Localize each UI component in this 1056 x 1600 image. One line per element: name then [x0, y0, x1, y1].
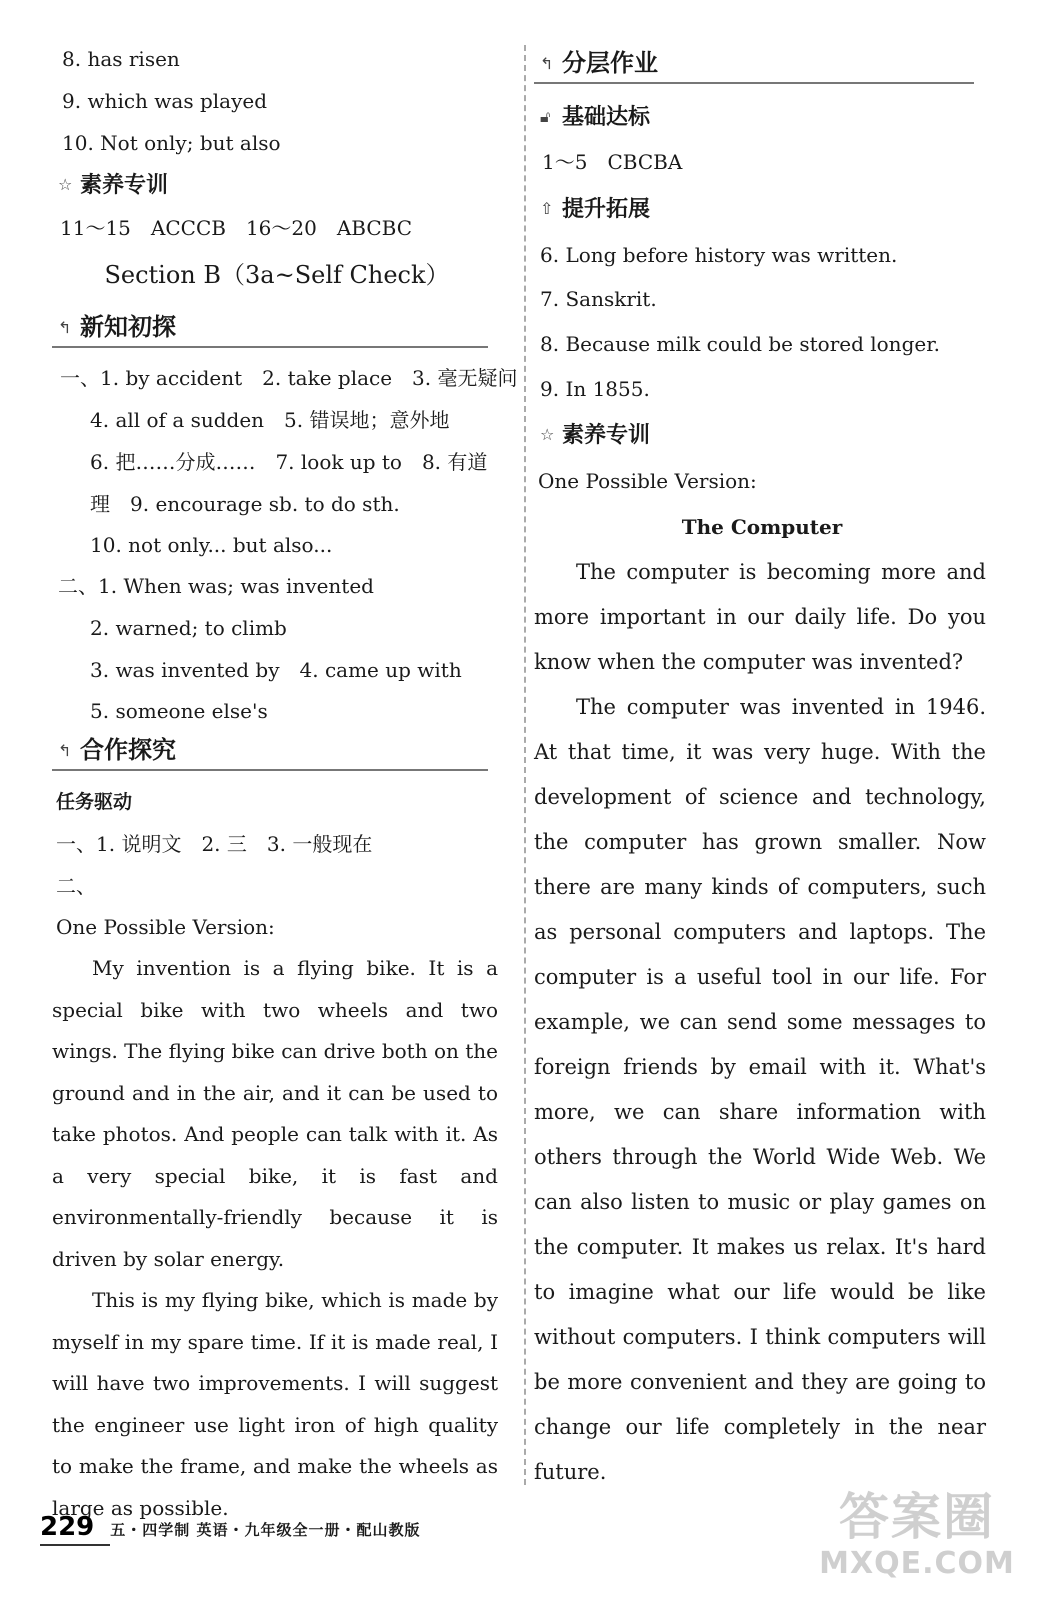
- tab-arrow-icon: ↰: [58, 318, 72, 337]
- answer-line: 二、1. When was; was invented: [58, 574, 374, 598]
- answer-line: 1～5 CBCBA: [542, 150, 683, 174]
- essay-title: The Computer: [681, 515, 843, 539]
- watermark: [786, 1488, 1048, 1582]
- section-heading-suyang-right: ☆ 素养专训: [540, 423, 651, 448]
- answer-line: 5. someone else's: [90, 699, 268, 723]
- section-heading-suyang: ☆ 素养专训: [58, 173, 169, 198]
- answer-line: 理 9. encourage sb. to do sth.: [90, 492, 400, 516]
- answer-line: 7. Sanskrit.: [540, 287, 657, 311]
- arrow-up-icon: ⇧: [540, 199, 554, 218]
- heading-rule: [52, 769, 488, 771]
- section-b-title: Section B（3a~Self Check）: [104, 261, 450, 289]
- answer-line: 10. Not only; but also: [62, 131, 281, 155]
- answer-line: 8. Because milk could be stored longer.: [540, 332, 940, 356]
- footer-rule: [40, 1544, 110, 1546]
- essay-paragraph: My invention is a flying bike. It is a special bike with two wheels and two wings. The flying bike can drive both on the ground and in the air, and it can be used to take photos. And people can talk with it. As a very special bike, it is fast and environmentally-friendly because it is driven by solar energy.: [52, 956, 498, 1271]
- watermark-logo-text: 答案圈: [839, 1488, 995, 1546]
- answer-line: 6. 把……分成…… 7. look up to 8. 有道: [90, 450, 488, 474]
- star-outline-icon: ☆: [58, 175, 73, 194]
- answer-line: 9. which was played: [62, 89, 267, 113]
- star-outline-icon: ☆: [540, 425, 555, 444]
- task-title: 任务驱动: [56, 791, 133, 813]
- book-info: 五・四学制 英语・九年级全一册・配山教版: [110, 1521, 421, 1539]
- left-essay: [52, 948, 498, 1529]
- answer-line: One Possible Version:: [56, 915, 275, 939]
- essay-paragraph: The computer was invented in 1946. At that time, it was very huge. With the development of science and technology, the computer has grown smaller. Now there are many kinds of computers, such as personal computers and laptops. The computer is a useful tool in our life. For example, we can send some messages to foreign friends by email with it. What's more, we can share information with others through the World Wide Web. We can also listen to music or play games on the computer. It makes us relax. It's hard to imagine what our life would be like without computers. I think computers will be more convenient and they are going to change our life completely in the near future.: [534, 695, 986, 1484]
- right-essay: [534, 550, 986, 1495]
- page-number: 229: [40, 1512, 95, 1542]
- lock-icon: 🔓︎: [540, 107, 551, 126]
- answer-line: 3. was invented by 4. came up with: [90, 658, 462, 682]
- answer-line: 4. all of a sudden 5. 错误地；意外地: [90, 408, 450, 432]
- section-heading-hezuo: ↰ 合作探究: [58, 736, 176, 764]
- answer-line: 一、1. 说明文 2. 三 3. 一般现在: [56, 832, 373, 856]
- answer-line: 8. has risen: [62, 47, 180, 71]
- watermark-url: MXQE.COM: [819, 1546, 1015, 1581]
- section-heading-fenceng: ↰ 分层作业: [540, 49, 658, 77]
- answer-line: 2. warned; to climb: [90, 616, 287, 640]
- section-heading-tisheng: ⇧ 提升拓展: [540, 197, 651, 222]
- heading-rule: [534, 82, 974, 84]
- tab-arrow-icon: ↰: [58, 741, 72, 760]
- page-footer: [40, 1512, 421, 1542]
- answer-line: 6. Long before history was written.: [540, 243, 898, 267]
- section-heading-jichu: 🔓︎ 基础达标: [540, 105, 651, 130]
- answer-line: One Possible Version:: [538, 469, 757, 493]
- answer-line: 一、1. by accident 2. take place 3. 毫无疑问: [60, 366, 518, 390]
- answer-line: 10. not only... but also...: [90, 533, 333, 557]
- tab-arrow-icon: ↰: [540, 54, 554, 73]
- answer-line: 11～15 ACCCB 16～20 ABCBC: [60, 216, 413, 240]
- essay-paragraph: This is my flying bike, which is made by myself in my spare time. If it is made real, I will have two improvements. I will suggest the engineer use light iron of high quality to make the frame, and make the wheels as large as possible.: [52, 1288, 498, 1520]
- answer-line: 二、: [56, 874, 96, 898]
- answer-line: 9. In 1855.: [540, 377, 650, 401]
- essay-paragraph: The computer is becoming more and more important in our daily life. Do you know when the computer was invented?: [534, 560, 986, 674]
- column-divider: [524, 45, 526, 1485]
- heading-rule: [52, 346, 488, 348]
- section-heading-xinzhi: ↰ 新知初探: [58, 313, 176, 341]
